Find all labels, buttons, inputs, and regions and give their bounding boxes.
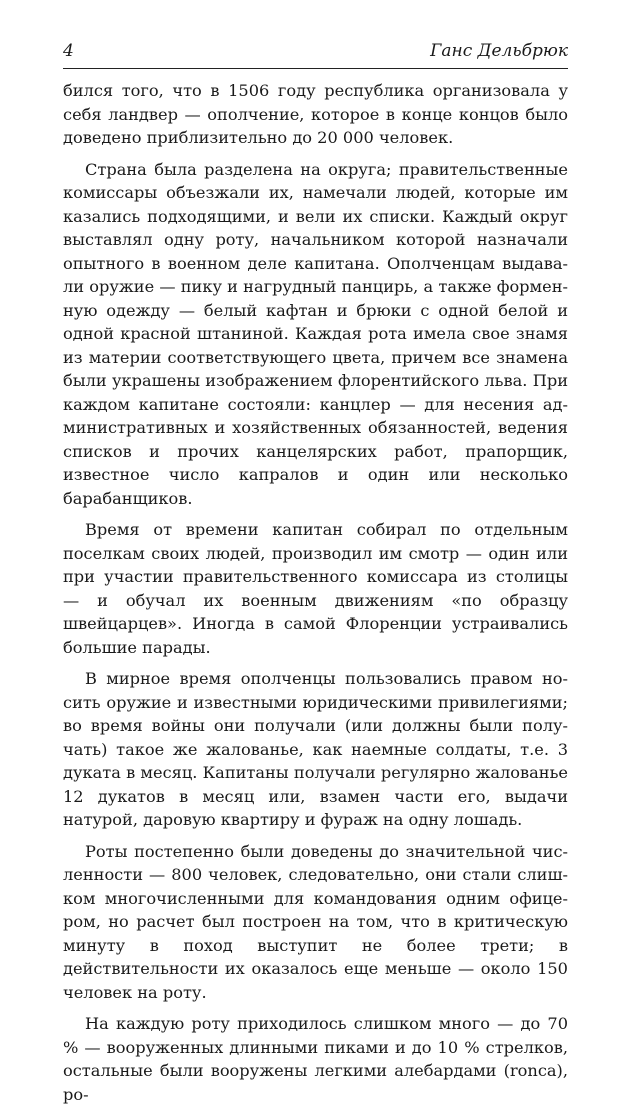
paragraph: Роты постепенно были доведены до значительной численности — 800 человек, следовательно, они стали слишком многочисленными для командования одним офицером, но расчет был построен на том, что в критическую минуту в поход выступит не более трети; в действительности их оказалось еще меньше — около 150 человек на роту. <box>63 841 568 1002</box>
body-text <box>63 79 568 1106</box>
paragraph: бился того, что в 1506 году республика организовала у себя ландвер — ополчение, которое в конце концов было доведено приблизительно до 20 000 человек. <box>63 81 568 147</box>
running-header <box>63 40 568 69</box>
paragraph: Время от времени капитан собирал по отдельным поселкам своих людей, производил им смотр — один или при участии правительственного комиссара из столицы — и обучал их военным движениям «по образцу швейцарцев». Иногда в самой Флоренции устраивались большие парады. <box>63 520 568 657</box>
paragraph: В мирное время ополченцы пользовались правом носить оружие и известными юридическими привилегиями; во время войны они получали (или должны были получать) такое же жалованье, как наемные солдаты, т.е. 3 дуката в месяц. Капитаны получали регулярно жалованье 12 дукатов в месяц или, взамен части его, выдачи натурой, даровую квартиру и фураж на одну лошадь. <box>63 669 568 829</box>
page-number: 4 <box>63 41 74 61</box>
running-title: Ганс Дельбрюк <box>430 41 568 61</box>
paragraph: Страна была разделена на округа; правительственные комиссары объезжали их, намечали людей, которые им казались подходящими, и вели их списки. Каждый округ выставлял одну роту, начальником которой назначали опытного в военном деле капитана. Ополченцам выдавали оружие — пику и нагрудный панцирь, а также форменную одежду — белый кафтан и брюки с одной белой и одной красной штаниной. Каждая рота имела свое знамя из материи соответствующего цвета, причем все знамена были украшены изображением флорентийского льва. При каждом капитане состояли: канцлер — для несения административных и хозяйственных обязанностей, ведения списков и прочих канцелярских работ, прапорщик, известное число капралов и один или несколько барабанщиков. <box>63 159 568 508</box>
book-page <box>63 40 568 1114</box>
paragraph: На каждую роту приходилось слишком много — до 70 % — вооруженных длинными пиками и до 10 % стрелков, остальные были вооружены легкими алебардами (ronca), ро- <box>63 1014 568 1104</box>
